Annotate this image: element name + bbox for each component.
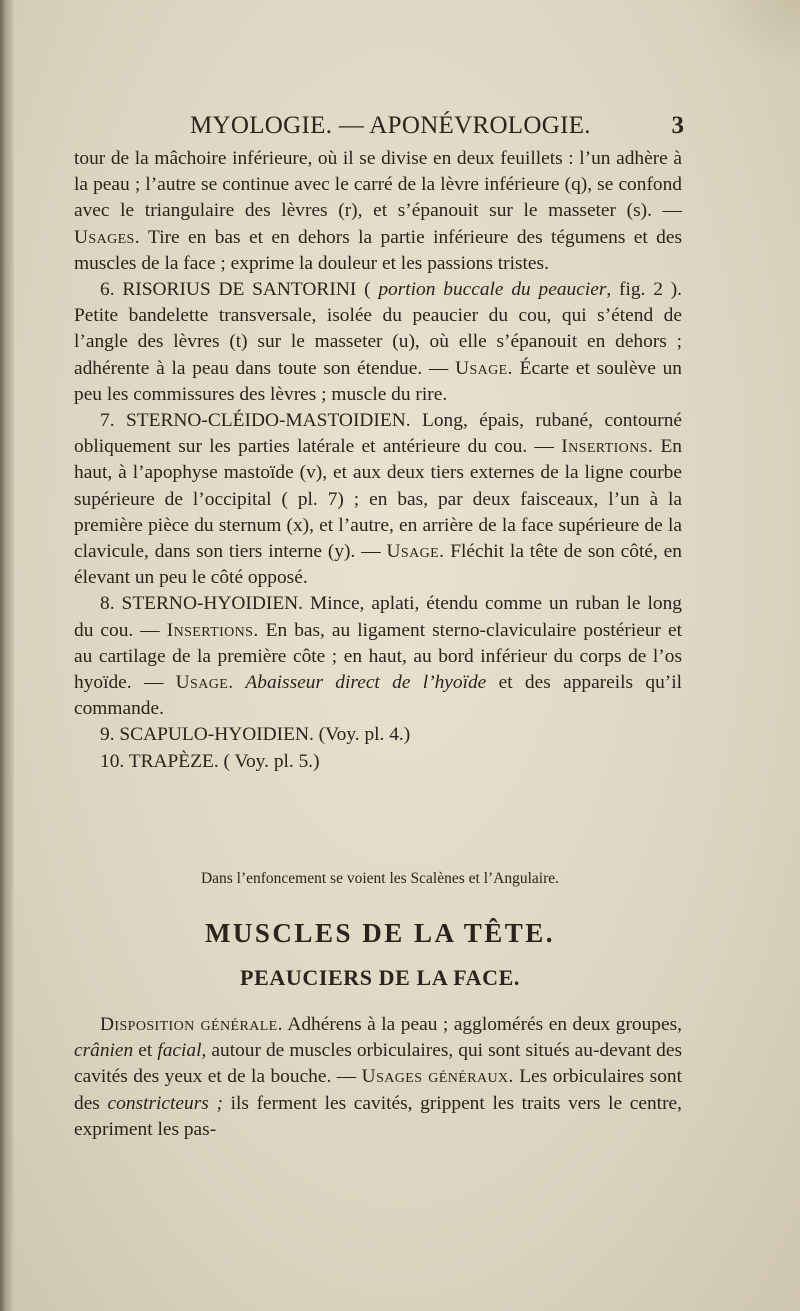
paragraph-text: Adhérens à la peau ; agglomérés en deux groupes, xyxy=(282,1014,682,1035)
insertions-label: Insertions. xyxy=(561,436,654,458)
muscle-title: 8. STERNO-HYOIDIEN. xyxy=(100,593,304,615)
paragraph-text: Fléchit la tête de son côté, en élevant un peu le côté opposé. xyxy=(74,541,682,589)
muscle-title: 6. RISORIUS DE SANTORINI xyxy=(100,279,357,301)
paragraph-text: Mince, aplati, étendu comme un ruban le long du cou. — xyxy=(74,593,682,641)
running-head-title: MYOLOGIE. — APONÉVROLOGIE. xyxy=(190,112,591,139)
italic-term: constricteurs ; xyxy=(107,1092,223,1114)
paragraph-text: Tire en bas et en dehors la partie inférieure des tégumens et des muscles de la face ; exprime la douleur et les passions tristes. xyxy=(74,226,682,274)
page-number: 3 xyxy=(671,112,684,139)
running-head xyxy=(74,112,686,146)
paragraph-sterno-cleido-mastoidien xyxy=(74,408,682,591)
usage-label: Usage. xyxy=(455,357,513,379)
usages-label: Usages. xyxy=(74,226,140,248)
figure-caption: Dans l’enfoncement se voient les Scalènes et l’Angulaire. xyxy=(200,870,560,887)
italic-term: crânien xyxy=(74,1040,134,1062)
paragraph-text: et des appareils qu’il commande. xyxy=(74,672,683,720)
page-corner-shadow xyxy=(710,0,800,70)
body-text-block-lower xyxy=(74,1012,682,1143)
paragraph-risorius xyxy=(74,277,682,408)
usages-label: Usages généraux. xyxy=(361,1066,514,1088)
paragraph-scapulo-hyoidien: 9. SCAPULO-HYOIDIEN. (Voy. pl. 4.) xyxy=(100,724,411,746)
subsection-heading: PEAUCIERS DE LA FACE. xyxy=(240,965,520,990)
paren-rest: , fig. 2 ). xyxy=(606,279,683,301)
paragraph-text: Écarte et soulève un peu les commissures des lèvres ; muscle du rire. xyxy=(74,357,682,405)
paragraph-text: , autour de muscles orbiculaires, qui sont situés au-devant des cavités des yeux et de la bouche. — xyxy=(74,1040,682,1088)
page-binding-edge xyxy=(0,0,14,1311)
usage-label: Usage. xyxy=(175,672,234,694)
paragraph-text: Les orbiculaires sont des xyxy=(74,1066,682,1114)
italic-note: Abaisseur direct de l’hyoïde xyxy=(233,672,487,694)
paragraph-text: tour de la mâchoire inférieure, où il se divise en deux feuillets : l’un adhère à la peau ; l’autre se continue avec le carré de la lèvre inférieure (q), se confond avec le triangulaire des lèvres (r), et s’épanouit sur le masseter (s). — xyxy=(74,148,682,222)
paragraph-platysma-continued xyxy=(74,146,682,277)
muscle-title: 7. STERNO-CLÉIDO-MASTOIDIEN. xyxy=(100,410,411,432)
paragraph-text: Petite bandelette transversale, isolée du peaucier du cou, qui s’étend de l’angle des lèvres (t) sur le masseter (u), où elle s’épanouit en dehors ; adhérente à la peau dans toute son étendue. — xyxy=(74,305,682,379)
section-heading: MUSCLES DE LA TÊTE. xyxy=(204,918,556,948)
paragraph-text: et xyxy=(133,1040,158,1062)
disposition-label: Disposition générale. xyxy=(100,1014,283,1035)
paragraph-sterno-hyoidien xyxy=(74,591,682,722)
paragraph-text: En bas, au ligament sterno-claviculaire postérieur et au cartilage de la première côte ; en haut, au bord inférieur du corps de l’os hyoïde. — xyxy=(74,619,682,694)
usage-label: Usage. xyxy=(386,541,445,563)
paragraph-disposition xyxy=(74,1012,682,1143)
paren-open: ( xyxy=(356,279,379,301)
paragraph-text: En haut, à l’apophyse mastoïde (v), et aux deux tiers externes de la ligne courbe supérieure de l’occipital ( pl. 7) ; en bas, par deux faisceaux, l’un à la première pièce du sternum (x), et l’autre, en arrière de la face supérieure de la clavicule, dans son tiers interne (y). — xyxy=(74,436,683,563)
paragraph-text: ils ferment les cavités, grippent les traits vers le centre, expriment les pas- xyxy=(74,1092,682,1140)
body-text-block xyxy=(74,146,682,775)
italic-term: facial xyxy=(157,1040,202,1062)
paragraph-trapeze: 10. TRAPÈZE. ( Voy. pl. 5.) xyxy=(100,750,320,772)
italic-note: portion buccale du peaucier xyxy=(378,279,607,301)
insertions-label: Insertions. xyxy=(166,619,259,641)
paragraph-text: Long, épais, rubané, contourné obliquement sur les parties latérale et antérieure du cou. — xyxy=(74,410,682,458)
